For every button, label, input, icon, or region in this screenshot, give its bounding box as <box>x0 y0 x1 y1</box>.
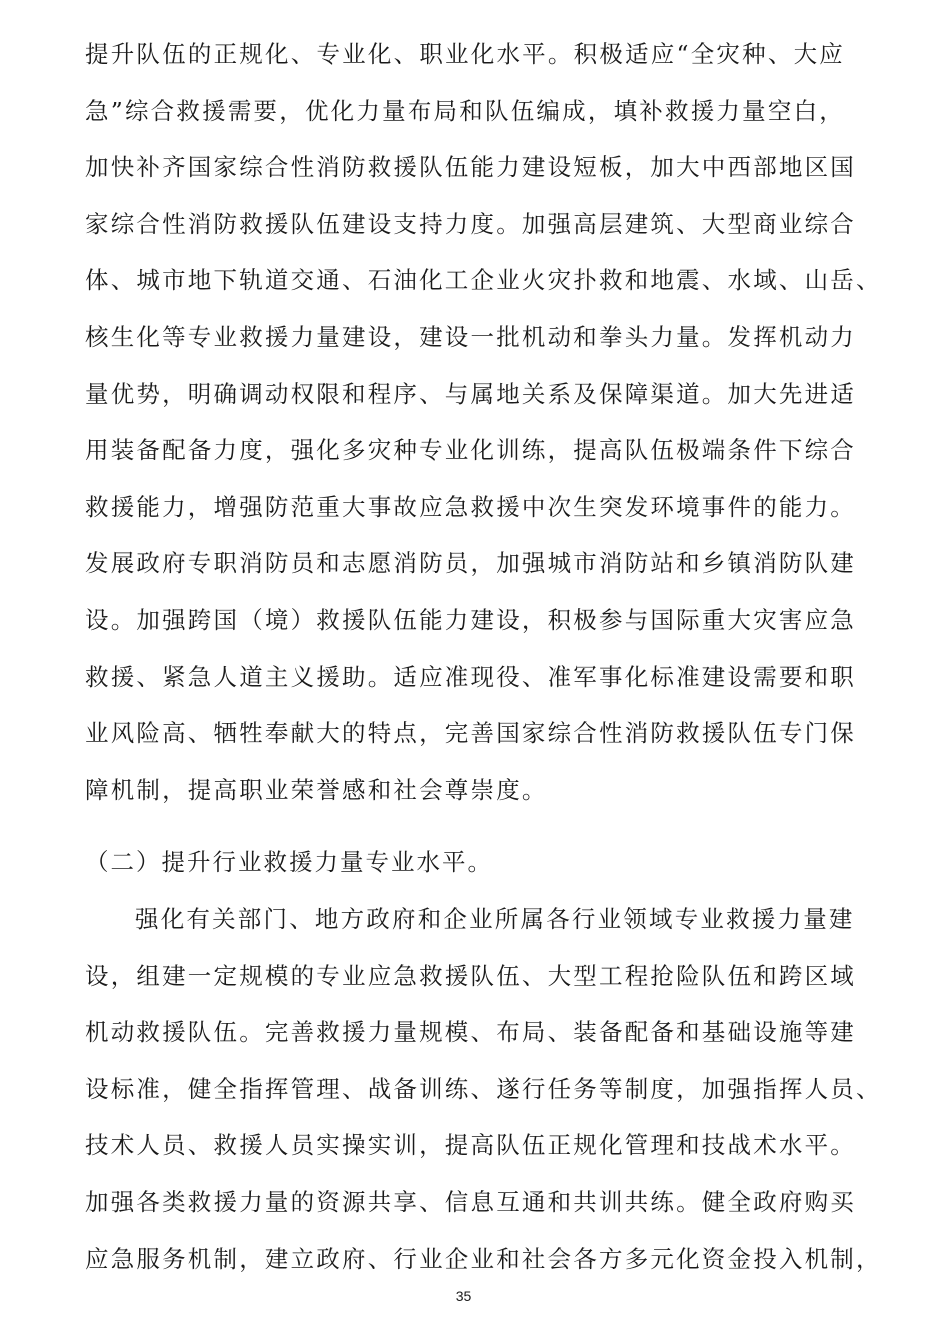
text-line: 设，组建一定规模的专业应急救援队伍、大型工程抢险队伍和跨区域 <box>85 961 856 990</box>
text-line: 业风险高、牺牲奉献大的特点，完善国家综合性消防救援队伍专门保 <box>85 719 856 748</box>
text-line: 急”综合救援需要，优化力量布局和队伍编成，填补救援力量空白， <box>85 96 845 125</box>
section-heading: （二）提升行业救援力量专业水平。 <box>85 848 493 876</box>
text-line: 救援能力，增强防范重大事故应急救援中次生突发环境事件的能力。 <box>85 492 856 521</box>
text-line: 救援、紧急人道主义援助。适应准现役、准军事化标准建设需要和职 <box>85 662 856 691</box>
text-line: 发展政府专职消防员和志愿消防员，加强城市消防站和乡镇消防队建 <box>85 549 856 578</box>
paragraph-2 <box>85 891 882 1287</box>
text-line: 障机制，提高职业荣誉感和社会尊崇度。 <box>85 775 548 804</box>
page-number: 35 <box>455 1288 472 1304</box>
text-line: 机动救援队伍。完善救援力量规模、布局、装备配备和基础设施等建 <box>85 1018 856 1047</box>
text-line: 量优势，明确调动权限和程序、与属地关系及保障渠道。加大先进适 <box>85 379 856 408</box>
text-line: 设。加强跨国（境）救援队伍能力建设，积极参与国际重大灾害应急 <box>85 605 856 634</box>
text-line: 加快补齐国家综合性消防救援队伍能力建设短板，加大中西部地区国 <box>85 153 856 182</box>
text-line: 应急服务机制，建立政府、行业企业和社会各方多元化资金投入机制， <box>85 1244 882 1273</box>
text-line: 核生化等专业救援力量建设，建设一批机动和拳头力量。发挥机动力 <box>85 322 856 351</box>
text-line: 提升队伍的正规化、专业化、职业化水平。积极适应“全灾种、大应 <box>85 40 845 68</box>
text-line: 强化有关部门、地方政府和企业所属各行业领域专业救援力量建 <box>135 905 855 933</box>
paragraph-1 <box>85 26 882 818</box>
text-line: 家综合性消防救援队伍建设支持力度。加强高层建筑、大型商业综合 <box>85 209 856 238</box>
text-line: 技术人员、救援人员实操实训，提高队伍正规化管理和技战术水平。 <box>85 1131 856 1160</box>
text-line: 用装备配备力度，强化多灾种专业化训练，提高队伍极端条件下综合 <box>85 436 856 465</box>
text-line: 加强各类救援力量的资源共享、信息互通和共训共练。健全政府购买 <box>85 1187 856 1216</box>
text-line: 体、城市地下轨道交通、石油化工企业火灾扑救和地震、水域、山岳、 <box>85 266 882 295</box>
text-line: 设标准，健全指挥管理、战备训练、遂行任务等制度，加强指挥人员、 <box>85 1074 882 1103</box>
